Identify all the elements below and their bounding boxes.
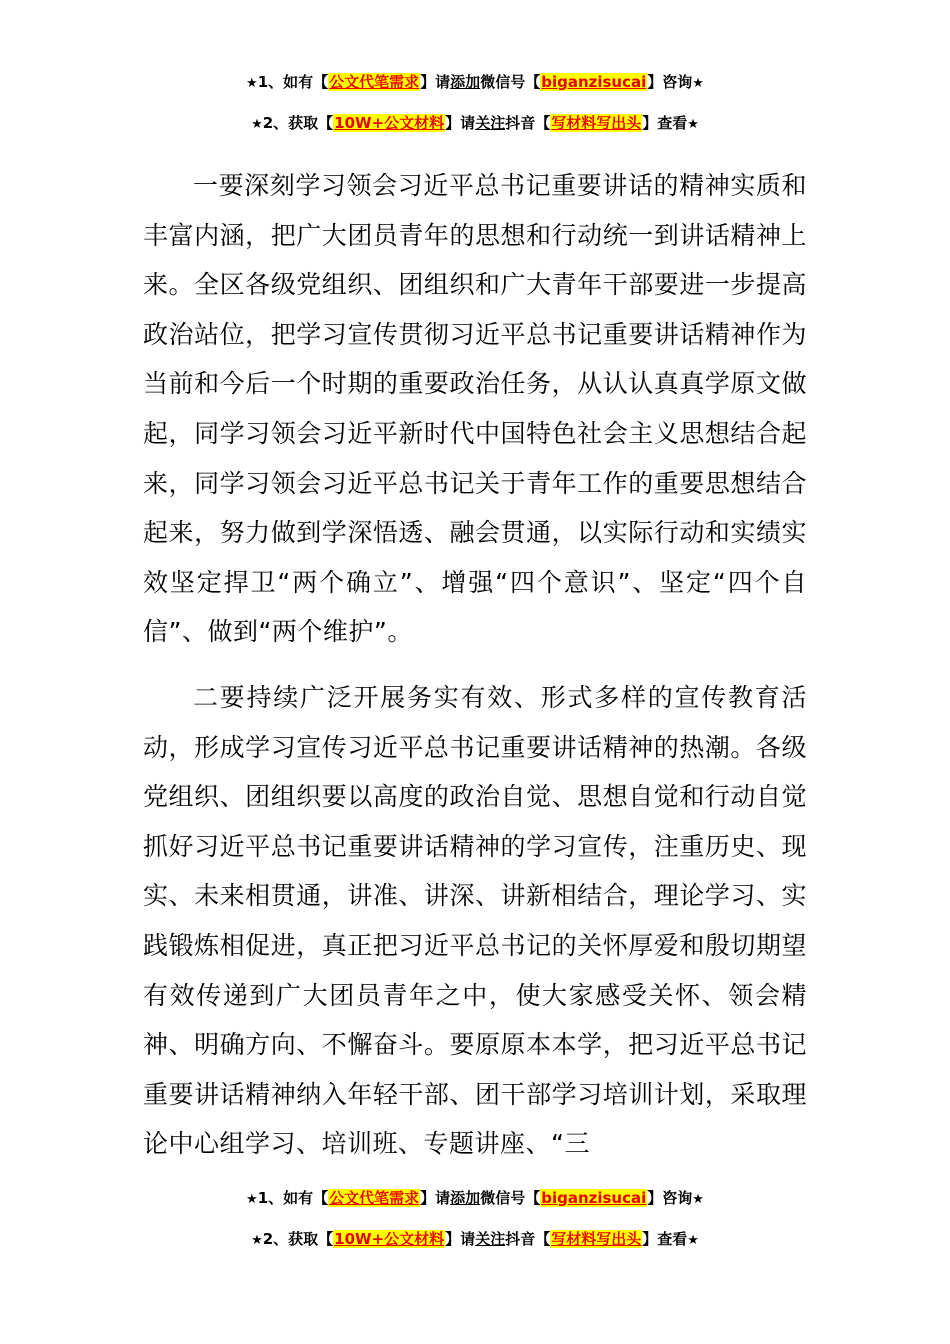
star-icon: ★ <box>246 1192 258 1207</box>
star-icon: ★ <box>246 76 258 91</box>
header-banner <box>0 70 950 135</box>
footer-line-1-text-c: 微信号【 <box>480 1189 541 1207</box>
star-icon: ★ <box>692 76 704 91</box>
header-line-2-text-c: 抖音【 <box>505 114 551 132</box>
footer-materials-highlight: 10W+公文材料 <box>334 1230 445 1248</box>
footer-line-2-text-d: 】查看 <box>642 1230 688 1248</box>
body-paragraph-2: 二要持续广泛开展务实有效、形式多样的宣传教育活动，形成学习宣传习近平总书记重要讲话精神的热潮。各级党组织、团组织要以高度的政治自觉、思想自觉和行动自觉抓好习近平总书记重要讲话精神的学习宣传，注重历史、现实、未来相贯通，讲准、讲深、讲新相结合，理论学习、实践锻炼相促进，真正把习近平总书记的关怀厚爱和殷切期望有效传递到广大团员青年之中，使大家感受关怀、领会精神、明确方向、不懈奋斗。要原原本本学，把习近平总书记重要讲话精神纳入年轻干部、团干部学习培训计划，采取理论中心组学习、培训班、专题讲座、“三 <box>143 682 807 1159</box>
footer-wechat-id-highlight: biganzisucai <box>541 1189 647 1207</box>
header-add-underlined: 添加 <box>450 73 481 91</box>
header-line-1-text-d: 】咨询 <box>647 73 693 91</box>
header-douyin-id-highlight: 写材料写出头 <box>551 114 642 132</box>
header-line-2 <box>0 111 950 135</box>
footer-line-1 <box>0 1186 950 1210</box>
header-line-1-text-b: 】请 <box>420 73 451 91</box>
header-wechat-id-highlight: biganzisucai <box>541 73 647 91</box>
star-icon: ★ <box>687 1233 699 1248</box>
header-line-1 <box>0 70 950 94</box>
document-body <box>143 161 807 1169</box>
header-line-1-text-a: 1、如有【 <box>257 73 329 91</box>
footer-line-1-text-a: 1、如有【 <box>257 1189 329 1207</box>
header-line-2-text-d: 】查看 <box>642 114 688 132</box>
header-follow-underlined: 关注 <box>475 114 506 132</box>
footer-line-1-text-d: 】咨询 <box>647 1189 693 1207</box>
footer-line-2 <box>0 1227 950 1251</box>
header-line-2-text-a: 2、获取【 <box>262 114 334 132</box>
footer-line-2-text-a: 2、获取【 <box>262 1230 334 1248</box>
footer-service-highlight: 公文代笔需求 <box>329 1189 420 1207</box>
footer-banner <box>0 1186 950 1251</box>
footer-add-underlined: 添加 <box>450 1189 481 1207</box>
footer-line-2-text-c: 抖音【 <box>505 1230 551 1248</box>
body-paragraph-1: 一要深刻学习领会习近平总书记重要讲话的精神实质和丰富内涵，把广大团员青年的思想和行动统一到讲话精神上来。全区各级党组织、团组织和广大青年干部要进一步提高政治站位，把学习宣传贯彻习近平总书记重要讲话精神作为当前和今后一个时期的重要政治任务，从认认真真学原文做起，同学习领会习近平新时代中国特色社会主义思想结合起来，同学习领会习近平总书记关于青年工作的重要思想结合起来，努力做到学深悟透、融会贯通，以实际行动和实绩实效坚定捍卫“两个确立”、增强“四个意识”、坚定“四个自信”、做到“两个维护”。 <box>143 171 807 647</box>
footer-douyin-id-highlight: 写材料写出头 <box>551 1230 642 1248</box>
footer-line-2-text-b: 】请 <box>445 1230 476 1248</box>
star-icon: ★ <box>692 1192 704 1207</box>
star-icon: ★ <box>251 1233 263 1248</box>
header-service-highlight: 公文代笔需求 <box>329 73 420 91</box>
footer-follow-underlined: 关注 <box>475 1230 506 1248</box>
header-line-2-text-b: 】请 <box>445 114 476 132</box>
header-line-1-text-c: 微信号【 <box>480 73 541 91</box>
star-icon: ★ <box>251 117 263 132</box>
footer-line-1-text-b: 】请 <box>420 1189 451 1207</box>
header-materials-highlight: 10W+公文材料 <box>334 114 445 132</box>
star-icon: ★ <box>687 117 699 132</box>
